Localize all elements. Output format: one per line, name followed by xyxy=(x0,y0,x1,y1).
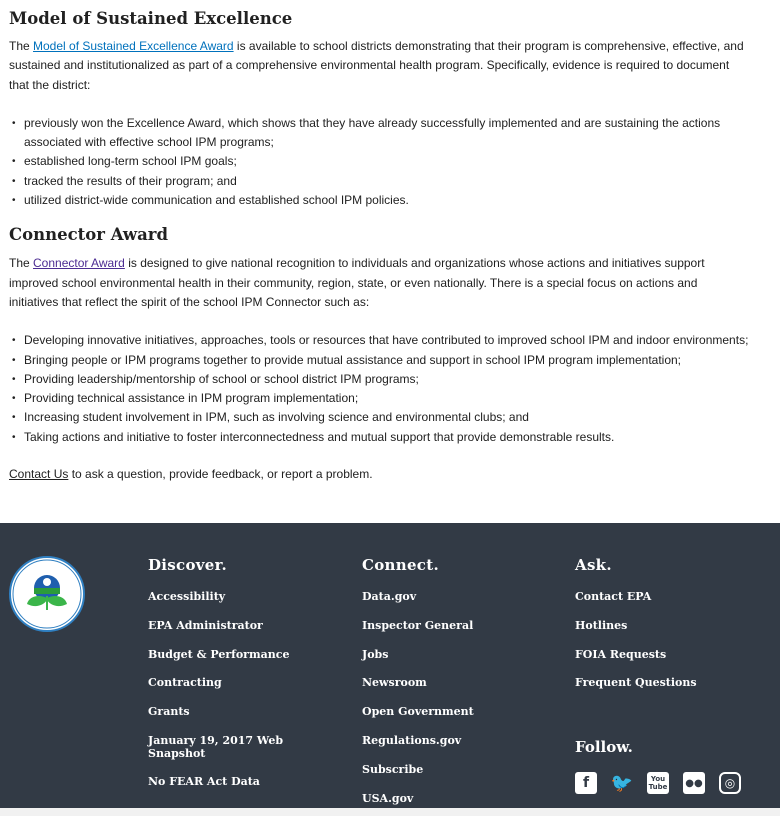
criteria-list xyxy=(9,114,749,210)
list-item: • Bringing people or IPM programs together to provide mutual assistance and support in school IPM program implementation; xyxy=(9,351,749,370)
footer-link[interactable]: Grants xyxy=(148,705,190,719)
intro-text: The xyxy=(9,256,34,271)
footer-link[interactable]: Frequent Questions xyxy=(575,676,697,690)
footer-link[interactable]: Subscribe xyxy=(362,762,424,776)
intro-text: is available to school districts demonstrating that their program is comprehensive, effective, and sustained and institutionalized as part of a comprehensive environmental health program. Specifically, evidence is required to document that the district: xyxy=(9,39,744,92)
footer-link[interactable]: Contracting xyxy=(148,676,222,690)
list-item: • tracked the results of their program; and xyxy=(9,172,749,191)
footer-link[interactable]: EPA Administrator xyxy=(148,618,263,632)
contact-text: to ask a question, provide feedback, or report a problem. xyxy=(68,467,373,482)
footer-link[interactable]: Budget & Performance xyxy=(148,647,290,661)
footer-link[interactable]: FOIA Requests xyxy=(575,647,667,661)
footer-link[interactable]: USA.gov xyxy=(362,791,414,805)
footer-link[interactable]: Regulations.gov xyxy=(362,733,462,747)
section-intro xyxy=(9,37,749,95)
sustained-excellence-link[interactable]: Model of Sustained Excellence Award xyxy=(33,39,234,53)
intro-text: is designed to give national recognition to individuals and organizations whose actions and initiatives support improved school environmental health in their community, region, state, or even nationally. There is a special focus on actions and initiatives that reflect the spirit of the school IPM Connector such as: xyxy=(9,256,705,309)
youtube-icon[interactable]: You Tube xyxy=(647,772,669,794)
facebook-icon[interactable]: f xyxy=(575,772,597,794)
contact-line xyxy=(9,465,749,484)
discover-heading: Discover. xyxy=(148,556,227,574)
section-intro xyxy=(9,254,749,312)
criteria-list xyxy=(9,331,749,447)
footer-link[interactable]: Hotlines xyxy=(575,618,628,632)
follow-heading: Follow. xyxy=(575,738,633,756)
twitter-icon[interactable]: 🐦 xyxy=(610,772,634,794)
list-item: • Taking actions and initiative to foster interconnectedness and mutual support that provide demonstrable results. xyxy=(9,428,749,447)
list-item: • Providing leadership/mentorship of school or school district IPM programs; xyxy=(9,370,749,389)
follow-section xyxy=(575,738,741,794)
section-title: Connector Award xyxy=(9,225,168,245)
main-content xyxy=(9,0,749,503)
footer-link[interactable]: Jobs xyxy=(362,647,389,661)
ask-heading: Ask. xyxy=(575,556,612,574)
footer-link[interactable]: No FEAR Act Data xyxy=(148,774,260,788)
footer-link[interactable]: Data.gov xyxy=(362,590,417,603)
footer xyxy=(0,523,780,808)
footer-link[interactable]: Accessibility xyxy=(148,590,226,603)
list-item: • established long-term school IPM goals; xyxy=(9,152,749,171)
contact-us-link[interactable]: Contact Us xyxy=(9,467,69,482)
connector-award-link[interactable]: Connector Award xyxy=(33,256,125,271)
intro-text: The xyxy=(9,39,34,53)
list-item: • Providing technical assistance in IPM program implementation; xyxy=(9,389,749,408)
discover-column xyxy=(148,556,289,804)
connect-column xyxy=(362,556,474,820)
instagram-icon[interactable]: ◎ xyxy=(719,772,741,794)
footer-link[interactable]: Contact EPA xyxy=(575,590,652,603)
section-title: Model of Sustained Excellence xyxy=(9,9,293,28)
epa-seal-icon xyxy=(11,558,83,630)
connect-heading: Connect. xyxy=(362,556,439,574)
ask-column xyxy=(575,556,697,705)
footer-link[interactable]: January 19, 2017 Web Snapshot xyxy=(148,733,284,760)
list-item: • Increasing student involvement in IPM, such as involving science and environmental clubs; and xyxy=(9,408,749,427)
flickr-icon[interactable]: ●● xyxy=(683,772,705,794)
list-item: • Developing innovative initiatives, approaches, tools or resources that have contributed to improved school IPM and indoor environments; xyxy=(9,331,749,350)
epa-seal-logo[interactable] xyxy=(9,556,85,632)
list-item: • utilized district-wide communication and established school IPM policies. xyxy=(9,191,749,210)
footer-link[interactable]: Newsroom xyxy=(362,676,427,690)
list-item: • previously won the Excellence Award, which shows that they have already successfully implemented and are sustaining the actions associated with effective school IPM programs; xyxy=(9,114,749,153)
footer-link[interactable]: Inspector General xyxy=(362,618,474,632)
bottom-scroll-bar xyxy=(0,808,780,816)
footer-link[interactable]: Open Government xyxy=(362,705,474,719)
